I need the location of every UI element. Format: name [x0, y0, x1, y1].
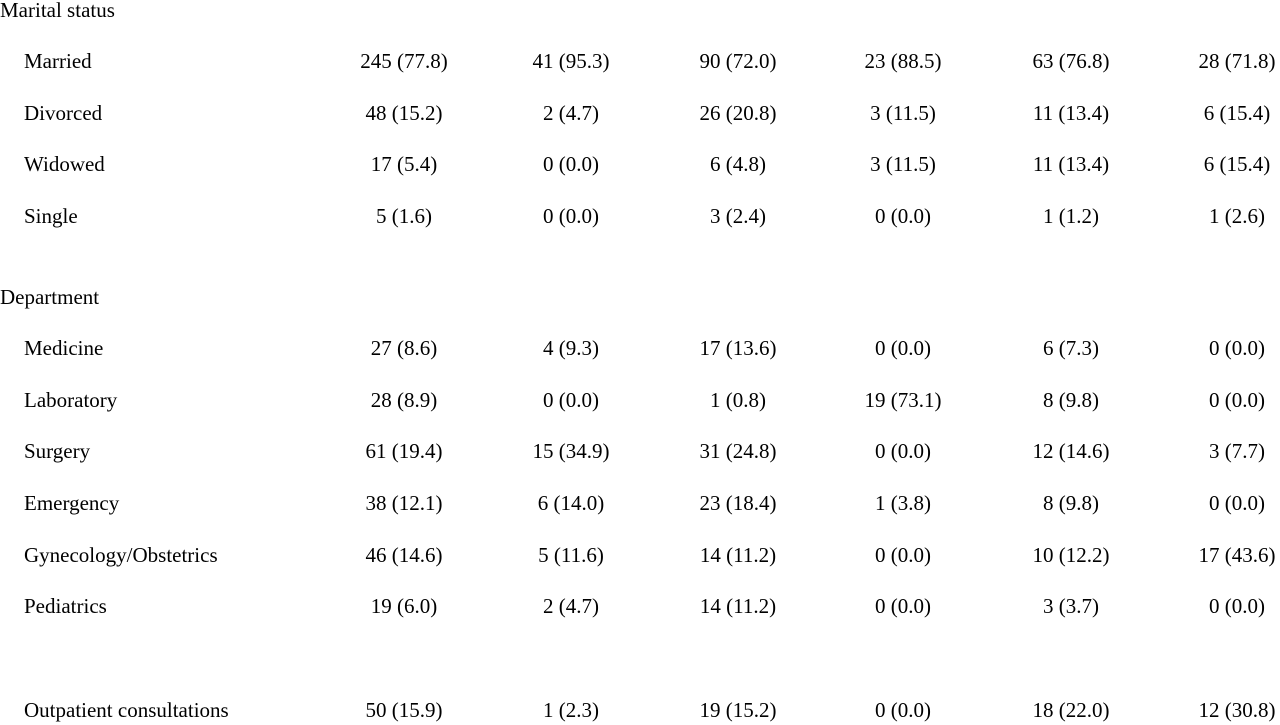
table-cell: 61 (19.4)	[365, 439, 443, 463]
section-title-department: Department	[0, 285, 100, 309]
row-label: Emergency	[24, 491, 120, 515]
table-cell: 0 (0.0)	[875, 204, 931, 228]
table-row	[0, 201, 1280, 231]
table-cell: 23 (18.4)	[699, 491, 777, 515]
table-cell: 46 (14.6)	[365, 543, 443, 567]
table-cell: 19 (15.2)	[699, 698, 777, 722]
table-cell: 11 (13.4)	[1032, 101, 1110, 125]
row-label: Single	[24, 204, 78, 228]
table-cell: 0 (0.0)	[1209, 336, 1265, 360]
table-cell: 8 (9.8)	[1043, 388, 1099, 412]
row-label: Widowed	[24, 152, 105, 176]
table-cell: 17 (13.6)	[699, 336, 777, 360]
table-cell: 0 (0.0)	[875, 439, 931, 463]
table-cell: 0 (0.0)	[1209, 491, 1265, 515]
section-header-row	[0, 282, 1280, 312]
table-cell: 3 (11.5)	[870, 101, 936, 125]
table-cell: 14 (11.2)	[699, 594, 777, 618]
table-cell: 19 (73.1)	[864, 388, 942, 412]
table-row	[0, 436, 1280, 466]
table-cell: 1 (1.2)	[1043, 204, 1099, 228]
table-cell: 14 (11.2)	[699, 543, 777, 567]
table-cell: 8 (9.8)	[1043, 491, 1099, 515]
table-cell: 18 (22.0)	[1032, 698, 1110, 722]
table-cell: 1 (2.3)	[543, 698, 599, 722]
table-cell: 17 (5.4)	[370, 152, 438, 176]
table-cell: 63 (76.8)	[1032, 49, 1110, 73]
section-header-row	[0, 0, 1280, 25]
table-cell: 5 (11.6)	[538, 543, 604, 567]
table-cell: 0 (0.0)	[875, 698, 931, 722]
row-label: Laboratory	[24, 388, 118, 412]
table-cell: 3 (3.7)	[1043, 594, 1099, 618]
table-cell: 1 (0.8)	[710, 388, 766, 412]
table-row	[0, 333, 1280, 363]
table-cell: 2 (4.7)	[543, 594, 599, 618]
row-label: Surgery	[24, 439, 91, 463]
table-cell: 0 (0.0)	[543, 204, 599, 228]
table-cell: 0 (0.0)	[875, 336, 931, 360]
table-cell: 90 (72.0)	[699, 49, 777, 73]
table-cell: 0 (0.0)	[543, 388, 599, 412]
table-cell: 17 (43.6)	[1198, 543, 1276, 567]
table-cell: 11 (13.4)	[1032, 152, 1110, 176]
table-cell: 2 (4.7)	[543, 101, 599, 125]
table-row	[0, 46, 1280, 76]
row-label: Married	[24, 49, 92, 73]
table-row	[0, 488, 1280, 518]
table-row	[0, 149, 1280, 179]
table-row	[0, 540, 1280, 570]
row-label: Outpatient consultations	[24, 698, 229, 722]
table-cell: 26 (20.8)	[699, 101, 777, 125]
table-cell: 3 (2.4)	[710, 204, 766, 228]
table-cell: 41 (95.3)	[532, 49, 610, 73]
table-cell: 50 (15.9)	[365, 698, 443, 722]
table-cell: 1 (2.6)	[1209, 204, 1265, 228]
row-label: Divorced	[24, 101, 103, 125]
table-cell: 5 (1.6)	[376, 204, 432, 228]
table-cell: 6 (4.8)	[710, 152, 766, 176]
table-cell: 6 (15.4)	[1203, 101, 1271, 125]
table-cell: 28 (8.9)	[370, 388, 438, 412]
table-cell: 6 (7.3)	[1043, 336, 1099, 360]
table-cell: 0 (0.0)	[543, 152, 599, 176]
table-cell: 27 (8.6)	[370, 336, 438, 360]
table-row	[0, 591, 1280, 621]
table-row	[0, 385, 1280, 415]
table-row	[0, 98, 1280, 128]
table-cell: 31 (24.8)	[699, 439, 777, 463]
table-cell: 6 (14.0)	[537, 491, 605, 515]
table-cell: 38 (12.1)	[365, 491, 443, 515]
table-cell: 19 (6.0)	[370, 594, 438, 618]
table-cell: 6 (15.4)	[1203, 152, 1271, 176]
table-cell: 12 (14.6)	[1032, 439, 1110, 463]
table-cell: 23 (88.5)	[864, 49, 942, 73]
row-label: Medicine	[24, 336, 104, 360]
table-row	[0, 695, 1280, 725]
table-cell: 10 (12.2)	[1032, 543, 1110, 567]
table-cell: 0 (0.0)	[875, 543, 931, 567]
table-cell: 245 (77.8)	[360, 49, 448, 73]
table-cell: 4 (9.3)	[543, 336, 599, 360]
table-cell: 15 (34.9)	[532, 439, 610, 463]
table-cell: 28 (71.8)	[1198, 49, 1276, 73]
row-label: Gynecology/Obstetrics	[24, 543, 218, 567]
section-title-marital-status: Marital status	[0, 0, 115, 22]
row-label: Pediatrics	[24, 594, 107, 618]
table-cell: 3 (7.7)	[1209, 439, 1265, 463]
table-cell: 1 (3.8)	[875, 491, 931, 515]
table-cell: 0 (0.0)	[1209, 388, 1265, 412]
table-cell: 12 (30.8)	[1198, 698, 1276, 722]
table-cell: 3 (11.5)	[870, 152, 936, 176]
table-cell: 0 (0.0)	[1209, 594, 1265, 618]
table-cell: 48 (15.2)	[365, 101, 443, 125]
table-cell: 0 (0.0)	[875, 594, 931, 618]
